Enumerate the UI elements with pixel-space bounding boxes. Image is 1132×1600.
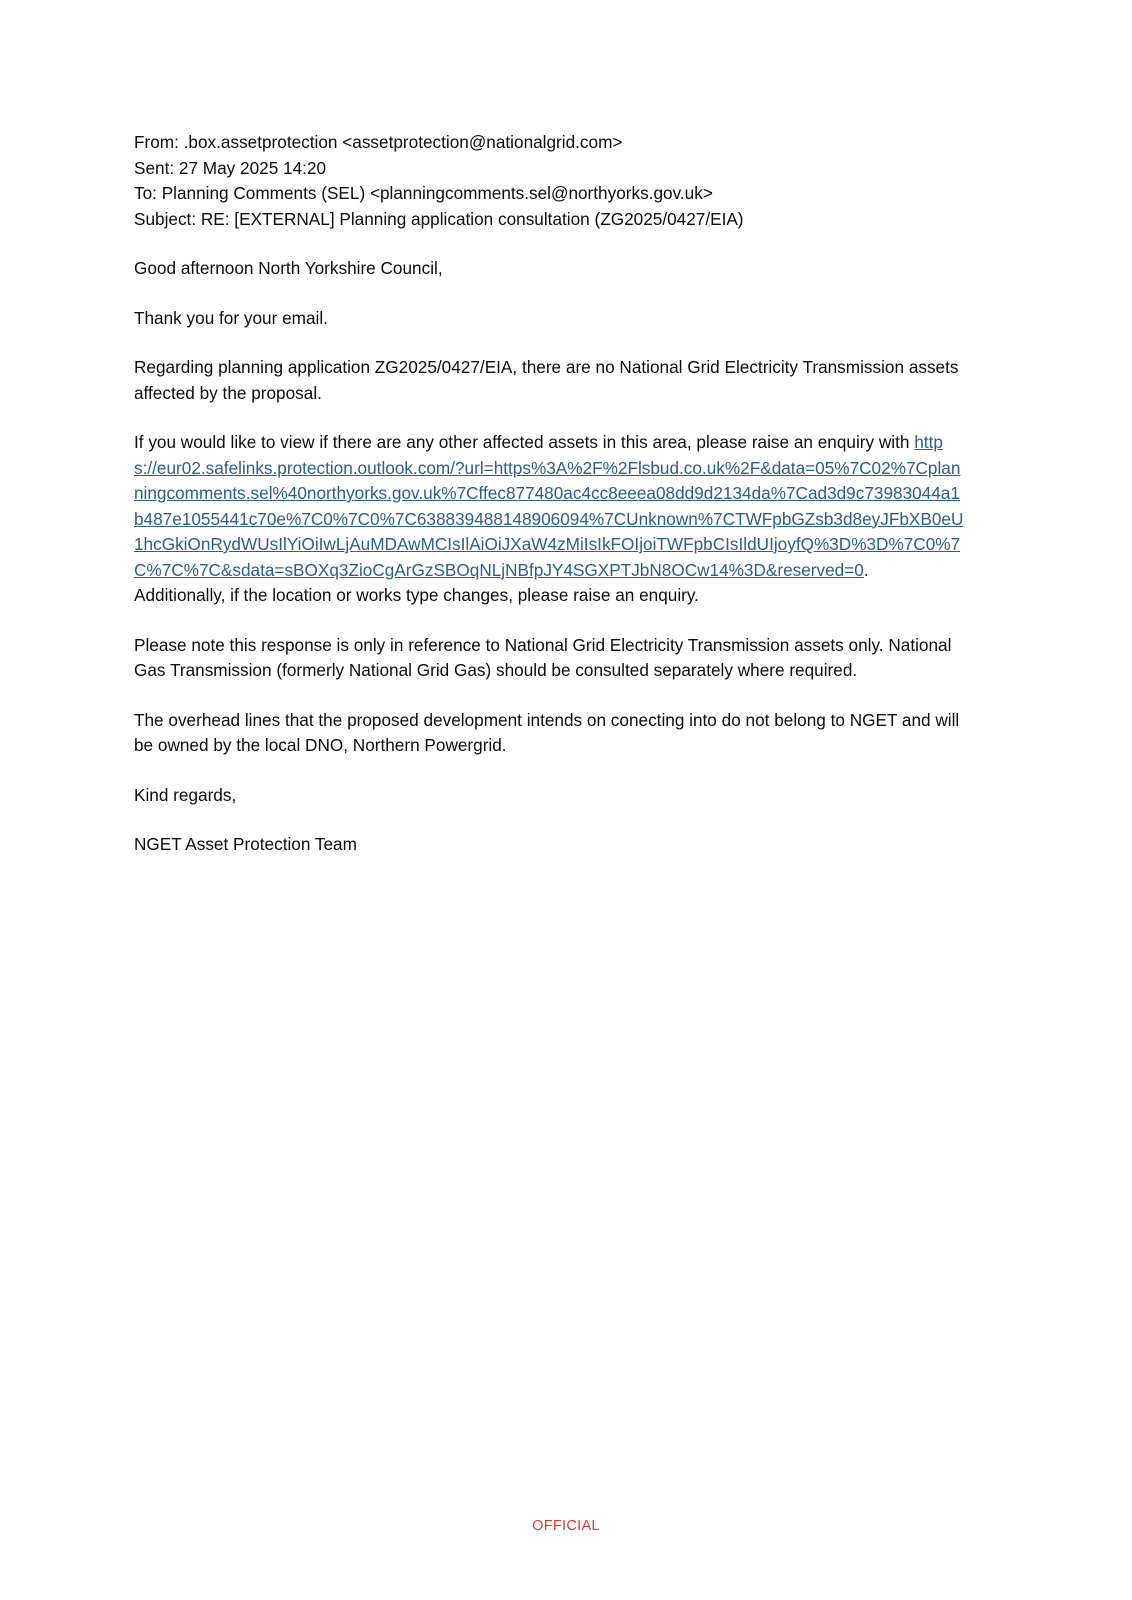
lsbud-safelink[interactable]: https://eur02.safelinks.protection.outlook.com/?url=https%3A%2F%2Flsbud.co.uk%2F&data=05%7C02%7Cplanningcomments.sel%40northyorks.gov.uk%7Cffec877480ac4cc8eeea08dd9d2134da%7Cad3d9c73983044a1b487e1055441c70e%7C0%7C0%7C638839488148906094%7CUnknown%7CTWFpbGZsb3d8eyJFbXB0eU1hcGkiOnRydWUsIlYiOiIwLjAuMDAwMCIsIlAiOiJXaW4zMiIsIkFOIjoiTWFpbCIsIldUIjoyfQ%3D%3D%7C0%7C%7C%7C&sdata=sBOXq3ZioCgArGzSBOqNLjNBfpJY4SGXPTJbN8OCw14%3D&reserved=0 — [134, 432, 964, 580]
email-content — [134, 130, 964, 858]
email-subject: Subject: RE: [EXTERNAL] Planning application consultation (ZG2025/0427/EIA) — [134, 208, 744, 229]
email-from: From: .box.assetprotection <assetprotection@nationalgrid.com> — [134, 132, 623, 152]
paragraph-team: NGET Asset Protection Team — [134, 834, 357, 854]
paragraph-greeting: Good afternoon North Yorkshire Council, — [134, 258, 443, 278]
email-header — [134, 130, 964, 232]
enquiry-lead-text: If you would like to view if there are any other affected assets in this area, please raise an enquiry with — [134, 432, 915, 452]
paragraph-note: Please note this response is only in reference to National Grid Electricity Transmission assets only. National Gas Transmission (formerly National Grid Gas) should be consulted separately where required. — [134, 634, 957, 680]
enquiry-tail-text: . Additionally, if the location or works type changes, please raise an enquiry. — [134, 559, 878, 605]
paragraph-overhead-lines: The overhead lines that the proposed development intends on conecting into do not belong to NGET and will be owned by the local DNO, Northern Powergrid. — [134, 709, 965, 755]
paragraph-signoff: Kind regards, — [134, 784, 237, 805]
email-to: To: Planning Comments (SEL) <planningcomments.sel@northyorks.gov.uk> — [134, 183, 713, 203]
paragraph-no-assets: Regarding planning application ZG2025/0427/EIA, there are no National Grid Electricity Transmission assets affected by the proposal. — [134, 357, 964, 403]
classification-footer: OFFICIAL — [532, 1518, 600, 1534]
email-sent: Sent: 27 May 2025 14:20 — [134, 157, 327, 178]
paragraph-enquiry — [134, 430, 964, 609]
paragraph-thanks: Thank you for your email. — [134, 307, 328, 328]
